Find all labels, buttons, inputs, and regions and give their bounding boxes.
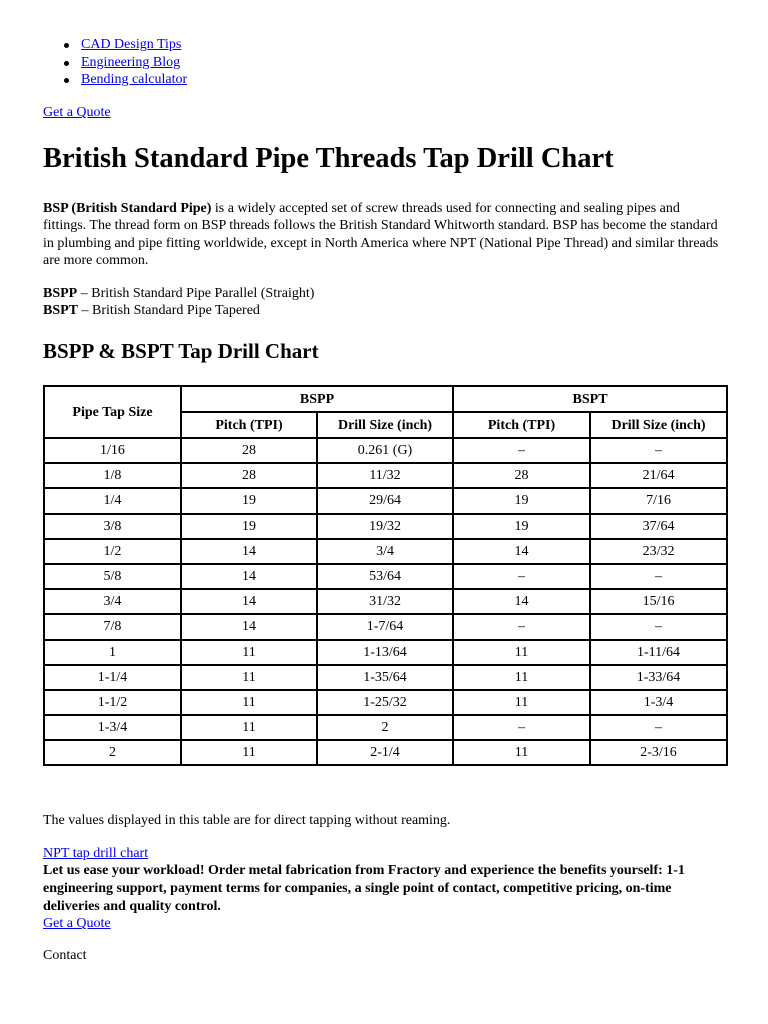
cell-bspt-drill: 1-33/64 xyxy=(590,665,727,690)
cta-text: Let us ease your workload! Order metal fabrication from Fractory and experience the benefits yourself: 1-1 engineering support, payment terms for companies, a single point of contact, competitive pricing, on-time deliveries and quality control. xyxy=(43,863,685,914)
cell-bspp-drill: 53/64 xyxy=(317,564,453,589)
cell-bspp-drill: 0.261 (G) xyxy=(317,438,453,463)
cell-pipe-tap-size: 1/4 xyxy=(44,488,181,513)
cell-pipe-tap-size: 1/8 xyxy=(44,463,181,488)
cell-pipe-tap-size: 5/8 xyxy=(44,564,181,589)
cell-bspt-pitch: 14 xyxy=(453,589,590,614)
cell-bspt-drill: 23/32 xyxy=(590,539,727,564)
cell-bspt-pitch: – xyxy=(453,614,590,639)
cell-bspt-pitch: – xyxy=(453,438,590,463)
cell-bspp-pitch: 14 xyxy=(181,539,317,564)
header-group-bspp: BSPP xyxy=(181,386,453,412)
cell-bspp-drill: 3/4 xyxy=(317,539,453,564)
cell-pipe-tap-size: 1-1/2 xyxy=(44,690,181,715)
contact-label: Contact xyxy=(43,948,87,963)
table-row xyxy=(44,715,727,740)
cell-bspp-pitch: 19 xyxy=(181,514,317,539)
cell-pipe-tap-size: 7/8 xyxy=(44,614,181,639)
header-pipe-tap-size: Pipe Tap Size xyxy=(44,386,181,438)
get-quote-link-bottom[interactable]: Get a Quote xyxy=(43,916,111,931)
table-row xyxy=(44,740,727,765)
cell-bspp-drill: 19/32 xyxy=(317,514,453,539)
table-note: The values displayed in this table are for direct tapping without reaming. xyxy=(43,813,451,828)
npt-chart-link[interactable]: NPT tap drill chart xyxy=(43,846,149,861)
header-bspp-drill: Drill Size (inch) xyxy=(317,412,453,438)
cell-bspt-pitch: 19 xyxy=(453,514,590,539)
cell-bspt-pitch: 11 xyxy=(453,690,590,715)
cell-bspt-drill: 15/16 xyxy=(590,589,727,614)
cell-pipe-tap-size: 3/8 xyxy=(44,514,181,539)
cell-bspt-drill: – xyxy=(590,715,727,740)
bspp-definition: – British Standard Pipe Parallel (Straight) xyxy=(77,286,315,301)
cell-bspt-pitch: 11 xyxy=(453,665,590,690)
cell-bspt-pitch: – xyxy=(453,715,590,740)
cell-bspp-pitch: 28 xyxy=(181,463,317,488)
cell-pipe-tap-size: 1-3/4 xyxy=(44,715,181,740)
header-group-bspt: BSPT xyxy=(453,386,727,412)
cell-bspt-drill: 1-3/4 xyxy=(590,690,727,715)
table-row xyxy=(44,463,727,488)
bspp-term: BSPP xyxy=(43,286,78,301)
cell-bspp-drill: 31/32 xyxy=(317,589,453,614)
table-row xyxy=(44,690,727,715)
cell-bspt-drill: – xyxy=(590,564,727,589)
cell-pipe-tap-size: 1/16 xyxy=(44,438,181,463)
nav-link-bending-calculator[interactable]: Bending calculator xyxy=(81,72,188,87)
table-row xyxy=(44,514,727,539)
cell-pipe-tap-size: 2 xyxy=(44,740,181,765)
cell-bspp-pitch: 11 xyxy=(181,640,317,665)
page-title: British Standard Pipe Threads Tap Drill Chart xyxy=(43,143,614,174)
cell-bspp-drill: 1-25/32 xyxy=(317,690,453,715)
cell-bspp-pitch: 14 xyxy=(181,564,317,589)
table-row xyxy=(44,665,727,690)
nav-item-cad-design-tips xyxy=(63,36,187,54)
cell-bspt-drill: 37/64 xyxy=(590,514,727,539)
cell-bspp-pitch: 11 xyxy=(181,715,317,740)
cell-bspp-pitch: 28 xyxy=(181,438,317,463)
cell-bspt-drill: – xyxy=(590,438,727,463)
cell-bspt-drill: 7/16 xyxy=(590,488,727,513)
nav-link-engineering-blog[interactable]: Engineering Blog xyxy=(81,54,181,70)
intro-text: is a widely accepted set of screw threads used for connecting and sealing pipes and fittings. The thread form on BSP threads follows the British Standard Whitworth standard. BSP has become the standard in plumbing and pipe fitting worldwide, except in North America where NPT (National Pipe Thread) and similar threads are more common. xyxy=(43,201,719,268)
cell-bspp-drill: 29/64 xyxy=(317,488,453,513)
cell-bspt-drill: 21/64 xyxy=(590,463,727,488)
cell-bspt-drill: 2-3/16 xyxy=(590,740,727,765)
table-row xyxy=(44,589,727,614)
nav-link-cad-design-tips[interactable]: CAD Design Tips xyxy=(81,37,182,52)
nav-list xyxy=(63,36,187,89)
cell-bspt-drill: 1-11/64 xyxy=(590,640,727,665)
definitions xyxy=(43,285,314,319)
chart-heading: BSPP & BSPT Tap Drill Chart xyxy=(43,339,319,363)
cell-pipe-tap-size: 1/2 xyxy=(44,539,181,564)
table-row xyxy=(44,614,727,639)
cell-pipe-tap-size: 3/4 xyxy=(44,589,181,614)
cell-bspp-pitch: 11 xyxy=(181,665,317,690)
cell-bspp-drill: 1-13/64 xyxy=(317,640,453,665)
intro-paragraph xyxy=(43,200,726,269)
table-row xyxy=(44,488,727,513)
bspt-term: BSPT xyxy=(43,303,79,318)
nav-item-engineering-blog xyxy=(63,54,187,72)
table-row xyxy=(44,640,727,665)
cell-bspp-pitch: 14 xyxy=(181,589,317,614)
cell-bspp-drill: 11/32 xyxy=(317,463,453,488)
get-quote-link-top[interactable]: Get a Quote xyxy=(43,105,111,120)
cell-pipe-tap-size: 1 xyxy=(44,640,181,665)
table-header-row xyxy=(44,386,727,412)
cell-bspt-pitch: – xyxy=(453,564,590,589)
cell-bspp-drill: 1-7/64 xyxy=(317,614,453,639)
cell-bspt-drill: – xyxy=(590,614,727,639)
cell-bspt-pitch: 11 xyxy=(453,640,590,665)
table-body xyxy=(44,438,727,765)
cell-bspp-pitch: 14 xyxy=(181,614,317,639)
nav-item-bending-calculator xyxy=(63,71,187,89)
cell-bspt-pitch: 11 xyxy=(453,740,590,765)
cell-bspp-pitch: 11 xyxy=(181,740,317,765)
cell-bspp-drill: 1-35/64 xyxy=(317,665,453,690)
table-row xyxy=(44,564,727,589)
cell-bspt-pitch: 14 xyxy=(453,539,590,564)
cell-bspp-drill: 2 xyxy=(317,715,453,740)
table-row xyxy=(44,438,727,463)
cell-bspp-pitch: 11 xyxy=(181,690,317,715)
cell-bspt-pitch: 19 xyxy=(453,488,590,513)
table-row xyxy=(44,539,727,564)
header-bspt-drill: Drill Size (inch) xyxy=(590,412,727,438)
tap-drill-table xyxy=(43,385,728,766)
intro-bold-term: BSP (British Standard Pipe) xyxy=(43,201,212,216)
header-bspt-pitch: Pitch (TPI) xyxy=(453,412,590,438)
cell-bspp-drill: 2-1/4 xyxy=(317,740,453,765)
cell-bspt-pitch: 28 xyxy=(453,463,590,488)
cell-bspp-pitch: 19 xyxy=(181,488,317,513)
header-bspp-pitch: Pitch (TPI) xyxy=(181,412,317,438)
bspt-definition: – British Standard Pipe Tapered xyxy=(78,303,260,318)
cell-pipe-tap-size: 1-1/4 xyxy=(44,665,181,690)
